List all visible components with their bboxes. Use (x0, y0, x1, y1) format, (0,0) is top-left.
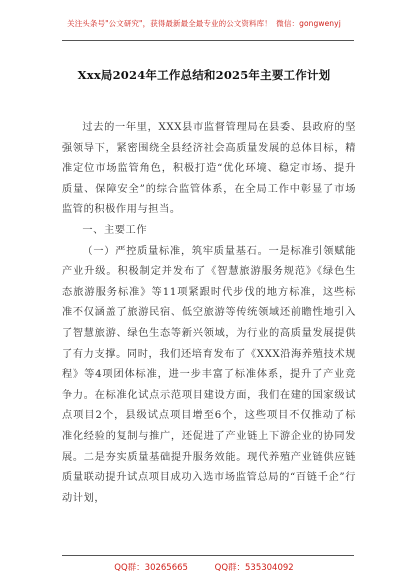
header-wechat-text: 微信：gongwenyj (276, 19, 341, 28)
header-divider (62, 40, 354, 41)
body-paragraph: （一）严控质量标准，筑牢质量基石。一是标准引领赋能产业升级。积极制定并发布了《智慧旅游服务规范》《绿色生态旅游服务标准》等11项紧跟时代步伐的地方标准，这些标准不仅涵盖了旅游民宿、低空旅游等传统领域还前瞻性地引入了智慧旅游、绿色生态等新兴领域，为行业的高质量发展提供了有力支撑。同时，我们还培育发布了《XXX沿海养殖技术规程》等4项团体标准，进一步丰富了标准体系，提升了产业竞争力。在标准化试点示范项目建设方面，我们在建的国家级试点项目2个，县级试点项目增至6个，这些项目不仅推动了标准化经验的复制与推广，还促进了产业链上下游企业的协同发展。二是夯实质量基础提升服务效能。现代养殖产业链供应链质量联动提升试点项目成功入选市场监管总局的“百链千企”行动计划， (62, 245, 356, 504)
header-banner (0, 18, 408, 29)
footer-qq-group-2: QQ群：535304092 (214, 563, 294, 573)
footer-divider (62, 555, 354, 556)
document-title: Xxx局2024年工作总结和2025年主要工作计划 (77, 68, 331, 82)
header-banner-text: 关注头条号"公文研究"，获得最新最全最专业的公文资料库！ (67, 19, 272, 28)
footer-contacts (0, 561, 408, 573)
intro-paragraph: 过去的一年里，XXX县市监督管理局在县委、县政府的坚强领导下，紧密围绕全县经济社会高质量发展的总体目标，精准定位市场监管角色，积极打造“优化环境、稳定市场、提升质量、保障安全”的综合监管体系，在全局工作中彰显了市场监管的积极作用与担当。 (62, 122, 356, 216)
section-heading: 一、主要工作 (82, 224, 148, 236)
document-body (62, 118, 356, 509)
footer-qq-group-1: QQ群：30265665 (114, 563, 188, 573)
